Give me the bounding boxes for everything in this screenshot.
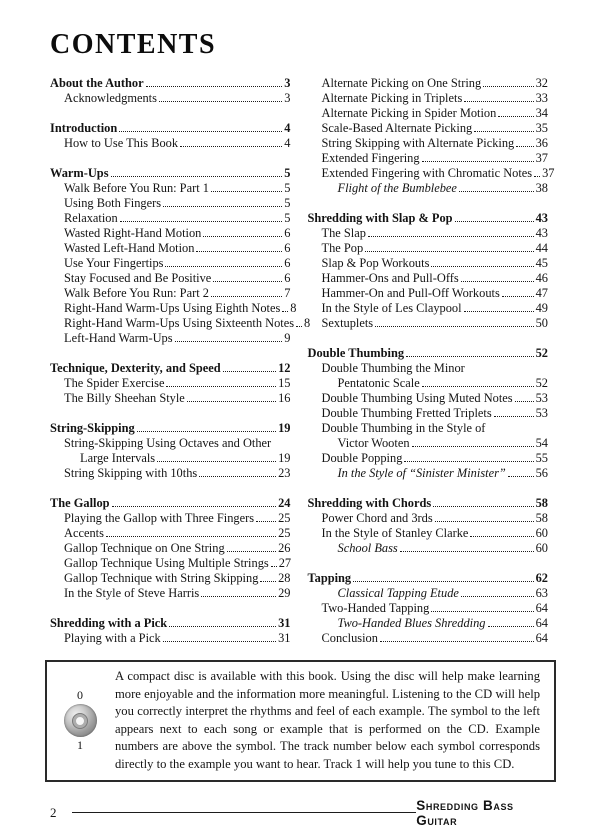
toc-entry-page: 3 xyxy=(284,91,291,105)
dot-leader xyxy=(435,521,534,522)
dot-leader xyxy=(534,176,540,177)
toc-entry-label: Extended Fingering with Chromatic Notes xyxy=(321,166,533,180)
toc-entry-label: Classical Tapping Etude xyxy=(337,586,459,600)
toc-entry xyxy=(50,181,291,196)
toc-entry-label: Relaxation xyxy=(64,211,118,225)
toc-entry xyxy=(50,586,291,601)
toc-entry-page: 6 xyxy=(284,226,291,240)
toc-entry-label: Double Thumbing xyxy=(307,346,405,360)
dot-leader xyxy=(166,386,276,387)
toc-entry-page: 50 xyxy=(535,316,548,330)
dot-leader xyxy=(459,191,534,192)
dot-leader xyxy=(353,581,533,582)
page-footer xyxy=(50,798,556,828)
toc-entry-page: 34 xyxy=(535,106,548,120)
toc-entry-label: Gallop Technique Using Multiple Strings xyxy=(64,556,269,570)
dot-leader xyxy=(515,401,534,402)
toc-entry xyxy=(308,241,549,256)
toc-entry-label: About the Author xyxy=(50,76,144,90)
toc-entry-page: 45 xyxy=(535,256,548,270)
dot-leader xyxy=(120,221,283,222)
toc-entry-page: 31 xyxy=(278,616,291,630)
toc-entry xyxy=(308,121,549,136)
dot-leader xyxy=(461,281,534,282)
toc-entry-label: Double Thumbing the Minor xyxy=(321,361,465,375)
toc-entry-label: Hammer-Ons and Pull-Offs xyxy=(321,271,459,285)
dot-leader xyxy=(211,296,282,297)
toc-entry-page: 15 xyxy=(278,376,291,390)
toc-entry-page: 55 xyxy=(535,451,548,465)
toc-entry-page: 35 xyxy=(535,121,548,135)
toc-entry xyxy=(308,601,549,616)
toc-section-heading xyxy=(308,211,549,226)
toc-entry-label: Right-Hand Warm-Ups Using Eighth Notes xyxy=(64,301,281,315)
toc-entry xyxy=(308,391,549,406)
toc-entry-label: In the Style of Stanley Clarke xyxy=(321,526,469,540)
toc-entry xyxy=(50,391,291,406)
toc-entry-label: String-Skipping Using Octaves and Other xyxy=(64,436,272,450)
toc-entry-label: Alternate Picking on One String xyxy=(321,76,482,90)
toc-entry xyxy=(308,436,549,451)
dot-leader xyxy=(502,296,534,297)
toc-section-heading xyxy=(50,361,291,376)
dot-leader xyxy=(163,206,282,207)
dot-leader xyxy=(213,281,282,282)
toc-entry xyxy=(50,301,297,316)
toc-section-heading xyxy=(50,166,291,181)
cd-track-marker xyxy=(57,689,103,752)
toc-section-heading xyxy=(308,346,549,361)
toc-right-column xyxy=(307,76,555,646)
toc-entry-page: 7 xyxy=(284,286,291,300)
toc-entry-page: 52 xyxy=(535,376,548,390)
toc-entry-label: Hammer-On and Pull-Off Workouts xyxy=(321,286,500,300)
toc-section-heading xyxy=(50,421,291,436)
dot-leader xyxy=(165,266,282,267)
toc-entry-page: 37 xyxy=(542,166,555,180)
toc-entry xyxy=(50,286,291,301)
dot-leader xyxy=(422,386,534,387)
dot-leader xyxy=(516,146,533,147)
toc-entry-page: 52 xyxy=(535,346,548,360)
toc-entry-label: Introduction xyxy=(50,121,118,135)
toc-entry xyxy=(50,631,291,646)
dot-leader xyxy=(106,536,276,537)
toc-entry-label: Acknowledgments xyxy=(64,91,157,105)
toc-entry xyxy=(308,406,549,421)
toc-entry xyxy=(308,106,549,121)
toc-entry xyxy=(50,211,291,226)
toc-entry-page: 8 xyxy=(304,316,311,330)
toc-entry xyxy=(50,541,291,556)
book-page xyxy=(0,31,600,831)
toc-section-heading xyxy=(50,121,291,136)
toc-entry-page: 12 xyxy=(278,361,291,375)
toc-entry-label: Stay Focused and Be Positive xyxy=(64,271,212,285)
toc-entry-page: 43 xyxy=(535,226,548,240)
toc-entry xyxy=(308,316,549,331)
dot-leader xyxy=(227,551,276,552)
toc-entry-page: 24 xyxy=(278,496,291,510)
toc-entry xyxy=(50,316,311,331)
toc-entry-page: 33 xyxy=(535,91,548,105)
toc-entry-label: Shredding with Slap & Pop xyxy=(307,211,453,225)
toc-section xyxy=(50,496,291,601)
toc-entry-label: Sextuplets xyxy=(321,316,374,330)
toc-entry-label: Double Thumbing in the Style of xyxy=(321,421,486,435)
toc-section xyxy=(50,616,291,646)
dot-leader xyxy=(368,236,534,237)
toc-entry-label: Playing the Gallop with Three Fingers xyxy=(64,511,255,525)
toc-entry-page: 60 xyxy=(535,541,548,555)
toc-entry-page: 43 xyxy=(535,211,548,225)
toc-entry-page: 64 xyxy=(535,616,548,630)
toc-entry-label: Extended Fingering xyxy=(321,151,420,165)
dot-leader xyxy=(201,596,276,597)
toc-entry-label: Pentatonic Scale xyxy=(337,376,420,390)
toc-section-heading xyxy=(308,571,549,586)
toc-entry-label: The Billy Sheehan Style xyxy=(64,391,185,405)
toc-entry-label: Slap & Pop Workouts xyxy=(321,256,430,270)
dot-leader xyxy=(464,101,533,102)
toc-entry-page: 19 xyxy=(278,451,291,465)
dot-leader xyxy=(163,641,276,642)
toc-entry-page: 5 xyxy=(284,211,291,225)
toc-entry-page: 36 xyxy=(535,136,548,150)
toc-entry-page: 25 xyxy=(278,511,291,525)
toc-entry xyxy=(308,526,549,541)
book-title: Shredding Bass Guitar xyxy=(416,797,514,828)
toc-entry-page: 19 xyxy=(278,421,291,435)
toc-entry-label: In the Style of “Sinister Minister” xyxy=(337,466,506,480)
toc-entry-label: The Gallop xyxy=(50,496,110,510)
toc-section xyxy=(308,496,549,556)
toc-entry-page: 8 xyxy=(290,301,297,315)
dot-leader xyxy=(508,476,534,477)
toc-entry-label: String Skipping with Alternate Picking xyxy=(321,136,515,150)
toc-entry xyxy=(308,616,549,631)
toc-entry-label: Gallop Technique with String Skipping xyxy=(64,571,259,585)
toc-entry xyxy=(50,571,291,586)
toc-entry xyxy=(308,136,549,151)
toc-entry-page: 47 xyxy=(535,286,548,300)
toc-entry-page: 6 xyxy=(284,241,291,255)
toc-section xyxy=(50,361,291,406)
toc-entry xyxy=(308,301,549,316)
toc-entry-page: 5 xyxy=(284,196,291,210)
toc-entry-label: Gallop Technique on One String xyxy=(64,541,225,555)
toc-entry-page: 4 xyxy=(284,121,291,135)
toc-entry-page: 6 xyxy=(284,271,291,285)
toc-entry xyxy=(50,136,291,151)
toc-entry xyxy=(308,586,549,601)
toc-entry xyxy=(308,451,549,466)
toc-entry xyxy=(308,361,549,376)
toc-entry-label: Double Thumbing Using Muted Notes xyxy=(321,391,513,405)
dot-leader xyxy=(498,116,533,117)
toc-entry-page: 63 xyxy=(535,586,548,600)
toc-entry xyxy=(308,181,549,196)
toc-section xyxy=(308,76,555,196)
toc-entry-label: Playing with a Pick xyxy=(64,631,161,645)
dot-leader xyxy=(488,626,534,627)
toc-entry xyxy=(50,556,291,571)
toc-entry xyxy=(50,511,291,526)
toc-entry-label: Two-Handed Blues Shredding xyxy=(337,616,486,630)
toc-entry-label: The Spider Exercise xyxy=(64,376,165,390)
toc-entry-label: Conclusion xyxy=(321,631,378,645)
toc-entry-page: 32 xyxy=(535,76,548,90)
dot-leader xyxy=(112,506,277,507)
toc-entry-page: 53 xyxy=(535,406,548,420)
toc-entry-page: 54 xyxy=(535,436,548,450)
toc-entry xyxy=(308,226,549,241)
toc-entry xyxy=(308,76,549,91)
toc-entry-label: Scale-Based Alternate Picking xyxy=(321,121,473,135)
dot-leader xyxy=(180,146,282,147)
toc-entry-page: 4 xyxy=(284,136,291,150)
dot-leader xyxy=(375,326,533,327)
toc-entry-page: 6 xyxy=(284,256,291,270)
toc-section xyxy=(50,121,291,151)
toc-entry xyxy=(50,466,291,481)
dot-leader xyxy=(119,131,282,132)
toc-entry-page: 5 xyxy=(284,181,291,195)
cd-note-text: A compact disc is available with this book. Using the disc will help make learning more enjoyable and the information more meaningful. Listening to the CD will help you correctly interpret the rhythms and feel of each example. The symbol to the left appears next to each song or example that is performed on the CD. Example numbers are above the symbol. The track number below each symbol corresponds directly to the example you want to hear. Track 1 will help you tune to this CD. xyxy=(115,669,540,771)
toc-entry-label: Accents xyxy=(64,526,104,540)
toc-entry-label: Victor Wooten xyxy=(337,436,410,450)
toc-entry-page: 26 xyxy=(278,541,291,555)
toc-entry-label: School Bass xyxy=(337,541,398,555)
toc-entry-label: In the Style of Les Claypool xyxy=(321,301,462,315)
toc-entry-label: Double Popping xyxy=(321,451,403,465)
dot-leader xyxy=(412,446,534,447)
toc-entry-page: 44 xyxy=(535,241,548,255)
toc-section-heading xyxy=(50,496,291,511)
cd-note-box xyxy=(45,660,556,782)
toc-section xyxy=(50,421,291,481)
toc-entry-label: String-Skipping xyxy=(50,421,135,435)
toc-entry xyxy=(308,271,549,286)
toc-entry-page: 23 xyxy=(278,466,291,480)
track-number: 1 xyxy=(77,738,83,753)
toc-entry-page: 56 xyxy=(535,466,548,480)
toc-entry-label: Tapping xyxy=(307,571,352,585)
toc-entry-label: Use Your Fingertips xyxy=(64,256,164,270)
toc-entry-label: Large Intervals xyxy=(80,451,156,465)
dot-leader xyxy=(470,536,533,537)
toc-entry xyxy=(308,541,549,556)
toc-entry-label: Power Chord and 3rds xyxy=(321,511,433,525)
toc-entry-label: Walk Before You Run: Part 1 xyxy=(64,181,209,195)
dot-leader xyxy=(461,596,534,597)
toc-entry-page: 27 xyxy=(278,556,292,570)
toc-entry-page: 37 xyxy=(535,151,548,165)
toc-entry-label: String Skipping with 10ths xyxy=(64,466,198,480)
dot-leader xyxy=(199,476,276,477)
dot-leader xyxy=(203,236,282,237)
dot-leader xyxy=(404,461,533,462)
toc-entry-label: The Slap xyxy=(321,226,366,240)
toc-entry xyxy=(308,166,555,181)
dot-leader xyxy=(494,416,534,417)
toc-entry-page: 58 xyxy=(535,496,548,510)
toc-left-column xyxy=(50,76,311,646)
dot-leader xyxy=(483,86,533,87)
toc-entry-label: Warm-Ups xyxy=(50,166,109,180)
dot-leader xyxy=(175,341,283,342)
toc-entry-label: Alternate Picking in Triplets xyxy=(321,91,463,105)
dot-leader xyxy=(296,326,302,327)
toc-entry-page: 16 xyxy=(278,391,291,405)
toc-entry xyxy=(308,256,549,271)
toc-entry xyxy=(308,466,549,481)
toc-entry xyxy=(50,271,291,286)
toc-section xyxy=(308,211,549,331)
toc-entry-label: Wasted Left-Hand Motion xyxy=(64,241,195,255)
dot-leader xyxy=(365,251,533,252)
toc-entry-label: Using Both Fingers xyxy=(64,196,162,210)
toc-entry-page: 58 xyxy=(535,511,548,525)
dot-leader xyxy=(474,131,533,132)
dot-leader xyxy=(223,371,276,372)
footer-rule xyxy=(72,812,417,814)
dot-leader xyxy=(137,431,276,432)
dot-leader xyxy=(169,626,276,627)
toc-section xyxy=(308,571,549,646)
toc-entry-page: 60 xyxy=(535,526,548,540)
dot-leader xyxy=(260,581,276,582)
toc-section-heading xyxy=(50,616,291,631)
toc-section-heading xyxy=(50,76,291,91)
dot-leader xyxy=(380,641,534,642)
toc-entry-label: Walk Before You Run: Part 2 xyxy=(64,286,209,300)
dot-leader xyxy=(146,86,283,87)
dot-leader xyxy=(196,251,282,252)
dot-leader xyxy=(157,461,276,462)
toc-entry-page: 31 xyxy=(278,631,291,645)
toc-entry-page: 25 xyxy=(278,526,291,540)
toc-entry-label: Wasted Right-Hand Motion xyxy=(64,226,202,240)
toc-entry-page: 9 xyxy=(284,331,291,345)
toc-entry-page: 3 xyxy=(284,76,291,90)
toc-section-heading xyxy=(308,496,549,511)
page-title: CONTENTS xyxy=(50,29,217,60)
toc-entry xyxy=(50,526,291,541)
dot-leader xyxy=(282,311,288,312)
dot-leader xyxy=(400,551,534,552)
toc-entry-page: 46 xyxy=(535,271,548,285)
toc-entry xyxy=(308,91,549,106)
dot-leader xyxy=(406,356,534,357)
toc-entry-page: 64 xyxy=(535,631,548,645)
dot-leader xyxy=(271,566,277,567)
cd-icon xyxy=(64,704,97,737)
toc-entry xyxy=(50,451,291,466)
toc-entry-label: Two-Handed Tapping xyxy=(321,601,430,615)
toc-entry xyxy=(50,376,291,391)
toc-entry xyxy=(308,631,549,646)
example-number: 0 xyxy=(77,688,83,703)
toc-entry-label: Technique, Dexterity, and Speed xyxy=(50,361,221,375)
toc-entry-label: Shredding with a Pick xyxy=(50,616,168,630)
toc-entry-label: Right-Hand Warm-Ups Using Sixteenth Notes xyxy=(64,316,295,330)
dot-leader xyxy=(187,401,276,402)
toc-entry xyxy=(50,91,291,106)
dot-leader xyxy=(455,221,534,222)
toc-entry-page: 53 xyxy=(535,391,548,405)
toc-entry-page: 29 xyxy=(278,586,291,600)
dot-leader xyxy=(464,311,534,312)
dot-leader xyxy=(433,506,533,507)
toc-entry-label: Flight of the Bumblebee xyxy=(337,181,457,195)
toc-entry-page: 5 xyxy=(284,166,291,180)
toc-entry-page: 38 xyxy=(535,181,548,195)
toc-entry-label: Shredding with Chords xyxy=(307,496,432,510)
toc-entry-page: 49 xyxy=(535,301,548,315)
toc-entry xyxy=(50,331,291,346)
toc-entry xyxy=(308,421,549,436)
dot-leader xyxy=(422,161,534,162)
toc-entry xyxy=(50,436,291,451)
toc-entry xyxy=(308,376,549,391)
toc-entry xyxy=(308,511,549,526)
dot-leader xyxy=(211,191,282,192)
table-of-contents xyxy=(50,76,555,646)
toc-section xyxy=(50,166,311,346)
toc-entry-label: Alternate Picking in Spider Motion xyxy=(321,106,497,120)
toc-entry xyxy=(308,151,549,166)
toc-section xyxy=(308,346,549,481)
dot-leader xyxy=(256,521,276,522)
dot-leader xyxy=(159,101,282,102)
toc-entry-page: 62 xyxy=(535,571,548,585)
toc-entry-label: The Pop xyxy=(321,241,364,255)
toc-section xyxy=(50,76,291,106)
toc-entry-label: Left-Hand Warm-Ups xyxy=(64,331,173,345)
toc-entry xyxy=(50,226,291,241)
toc-entry xyxy=(50,196,291,211)
dot-leader xyxy=(111,176,283,177)
toc-entry xyxy=(50,241,291,256)
toc-entry-label: How to Use This Book xyxy=(64,136,179,150)
dot-leader xyxy=(431,611,533,612)
toc-entry xyxy=(50,256,291,271)
toc-entry-page: 64 xyxy=(535,601,548,615)
dot-leader xyxy=(431,266,533,267)
toc-entry-label: Double Thumbing Fretted Triplets xyxy=(321,406,492,420)
toc-entry-page: 28 xyxy=(278,571,291,585)
toc-entry xyxy=(308,286,549,301)
page-number: 2 xyxy=(50,804,57,820)
toc-entry-label: In the Style of Steve Harris xyxy=(64,586,200,600)
